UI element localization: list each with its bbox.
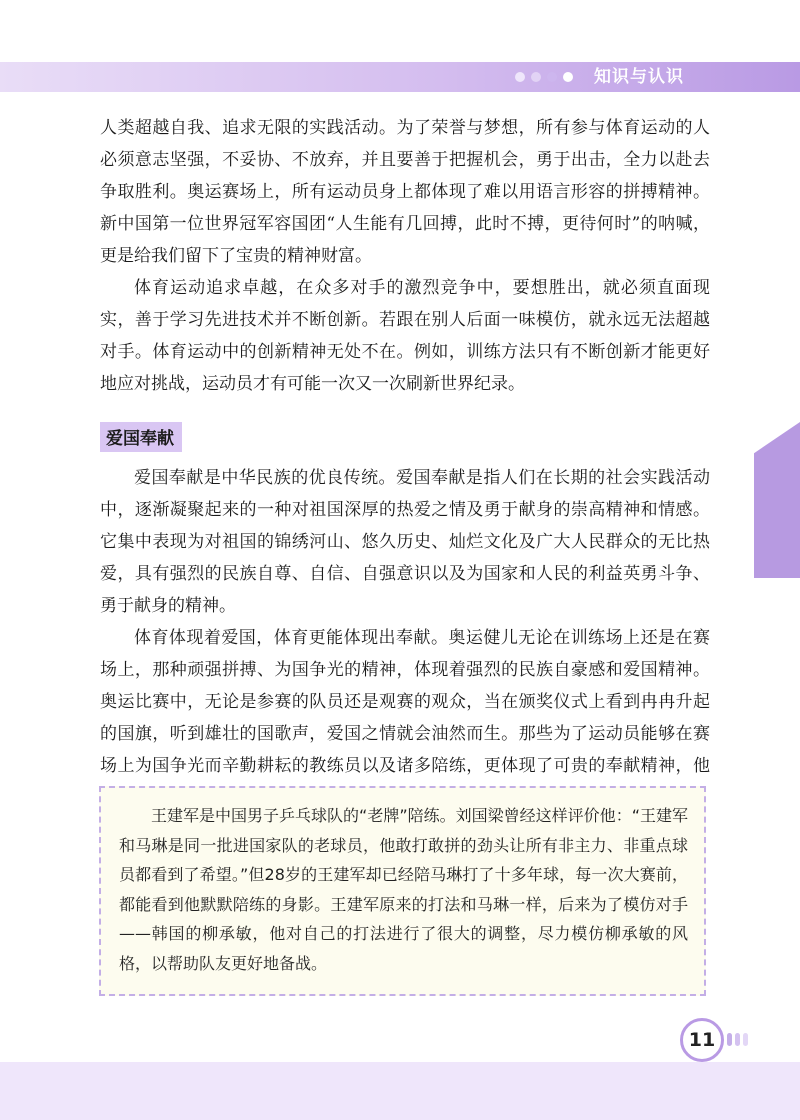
paragraph: 人类超越自我、追求无限的实践活动。为了荣誉与梦想，所有参与体育运动的人必须意志坚强，不妥协、不放弃，并且要善于把握机会，勇于出击，全力以赴去争取胜利。奥运赛场上，所有运动员身上都体现了难以用语言形容的拼搏精神。新中国第一位世界冠军容国团“人生能有几回搏，此时不搏，更待何时”的呐喊，更是给我们留下了宝贵的精神财富。: [100, 118, 710, 266]
page-dot-2: [735, 1033, 740, 1046]
header-dot-1: [515, 72, 525, 82]
page-dot-1: [727, 1033, 732, 1046]
side-tab: [754, 422, 800, 578]
page-dot-3: [743, 1033, 748, 1046]
header-dot-4: [563, 72, 573, 82]
paragraph: 爱国奉献是中华民族的优良传统。爱国奉献是指人们在长期的社会实践活动中，逐渐凝聚起来的一种对祖国深厚的热爱之情及勇于献身的崇高精神和情感。它集中表现为对祖国的锦绣河山、悠久历史、灿烂文化及广大人民群众的无比热爱，具有强烈的民族自尊、自信、自强意识以及为国家和人民的利益英勇斗争、勇于献身的精神。: [100, 468, 710, 616]
paragraph: 体育体现着爱国，体育更能体现出奉献。奥运健儿无论在训练场上还是在赛场上，那种顽强拼搏、为国争光的精神，体现着强烈的民族自豪感和爱国精神。奥运比赛中，无论是参赛的队员还是观赛的观众，当在颁奖仪式上看到冉冉升起的国旗，听到雄壮的国歌声，爱国之情就会油然而生。那些为了运动员能够在赛场上为国争光而辛勤耕耘的教练员以及诸多陪练，更体现了可贵的奉献精神，他: [100, 628, 710, 776]
header-dot-3: [547, 72, 557, 82]
chapter-label: 知识与认识: [594, 67, 684, 87]
main-content: [100, 112, 710, 814]
story-text: 王建军是中国男子乒乓球队的“老牌”陪练。刘国梁曾经这样评价他：“王建军和马琳是同一批进国家队的老球员，他敢打敢拼的劲头让所有非主力、非重点球员都看到了希望。”但28岁的王建军却已经陪马琳打了十多年球，每一次大赛前，都能看到他默默陪练的身影。王建军原来的打法和马琳一样，后来为了模仿对手——韩国的柳承敏，他对自己的打法进行了很大的调整，尽力模仿柳承敏的风格，以帮助队友更好地备战。: [119, 806, 688, 973]
page-number: 11: [680, 1018, 724, 1062]
section-heading: 爱国奉献: [100, 422, 182, 452]
paragraph: 体育运动追求卓越，在众多对手的激烈竞争中，要想胜出，就必须直面现实，善于学习先进技术并不断创新。若跟在别人后面一味模仿，就永远无法超越对手。体育运动中的创新精神无处不在。例如，训练方法只有不断创新才能更好地应对挑战，运动员才有可能一次又一次刷新世界纪录。: [100, 278, 710, 394]
story-box: [99, 786, 706, 996]
footer-band: [0, 1062, 800, 1120]
page-dots: [727, 1033, 748, 1046]
header-dots: [515, 71, 573, 83]
header-dot-2: [531, 72, 541, 82]
